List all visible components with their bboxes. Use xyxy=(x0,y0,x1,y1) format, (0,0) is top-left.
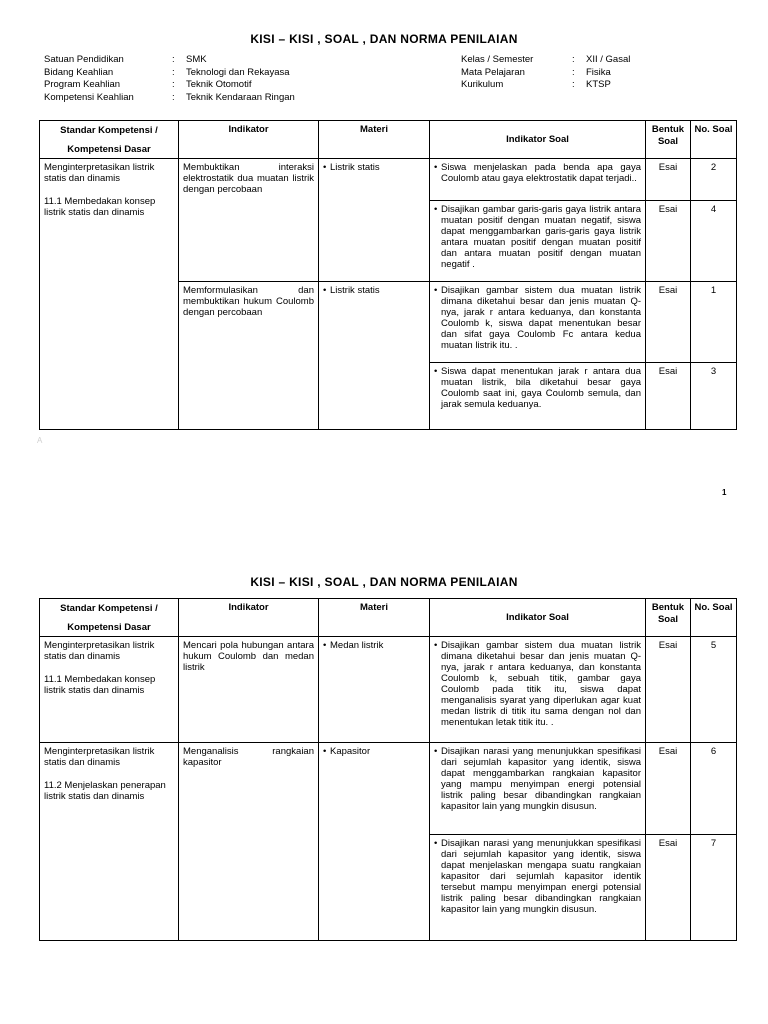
bullet-icon: • xyxy=(323,162,327,173)
info-colon: : xyxy=(572,79,575,91)
info-key: Mata Pelajaran xyxy=(461,66,525,78)
table-row xyxy=(40,159,737,201)
sk-text: Menginterpretasikan listrik statis dan dinamis xyxy=(44,640,155,662)
info-value: SMK xyxy=(186,54,207,65)
materi-text: Medan listrik xyxy=(330,640,384,651)
indikator-soal-text: Disajikan gambar sistem dua muatan listrik dimana diketahui besar dan jenis muatan Q-nya, jarak r antara keduanya, dan konstanta Coulomb k, sebuah titik, gambar gaya Coulomb pada titik itu, siswa dapat menganalisis syarat yang diperlukan agar kuat medan listrik di titik itu sama dengan nol dan menentukan letak titik itu. . xyxy=(441,640,641,728)
bullet-icon: • xyxy=(323,285,327,296)
info-value: XII / Gasal xyxy=(586,54,631,65)
info-value: Teknologi dan Rekayasa xyxy=(186,66,290,78)
header-materi: Materi xyxy=(319,121,430,159)
info-value: Fisika xyxy=(586,66,611,78)
cell-indikator-soal xyxy=(430,835,646,941)
cell-bentuk-soal: Esai xyxy=(646,201,691,282)
corner-mark: A xyxy=(37,436,43,445)
info-value: Teknik Kendaraan Ringan xyxy=(186,91,295,103)
cell-no-soal: 7 xyxy=(691,835,737,941)
page-title: KISI – KISI , SOAL , DAN NORMA PENILAIAN xyxy=(250,32,518,46)
header-indikator-soal: Indikator Soal xyxy=(430,121,646,159)
bullet-icon: • xyxy=(434,162,438,173)
cell-indikator-soal xyxy=(430,282,646,363)
indikator-soal-text: Disajikan gambar garis-garis gaya listrik antara muatan positif dengan muatan negatif, siswa dapat menggambarkan garis-garis gaya listrik antara muatan positif dengan muatan positif dan antara muatan positif dengan muatan negatif . xyxy=(441,204,641,270)
cell-standar-kompetensi xyxy=(40,637,179,743)
info-row-kurikulum xyxy=(461,79,630,92)
document-info-left xyxy=(44,54,295,104)
info-row-kelas-semester xyxy=(461,54,630,67)
bullet-icon: • xyxy=(434,838,438,849)
indikator-soal-text: Siswa menjelaskan pada benda apa gaya Coulomb atau gaya elektrostatik dapat terjadi.. xyxy=(441,162,641,184)
bullet-icon: • xyxy=(434,746,438,757)
header-standar-kompetensi: Standar Kompetensi / Kompetensi Dasar xyxy=(40,121,179,159)
info-row-bidang-keahlian xyxy=(44,67,295,80)
cell-indikator-soal xyxy=(430,743,646,835)
table-row xyxy=(40,743,737,835)
table-header-row xyxy=(40,599,737,637)
info-row-mata-pelajaran xyxy=(461,67,630,80)
info-colon: : xyxy=(572,66,575,78)
cell-standar-kompetensi xyxy=(40,159,179,430)
cell-materi xyxy=(319,743,430,941)
info-colon: : xyxy=(172,54,175,65)
cell-no-soal: 1 xyxy=(691,282,737,363)
cell-materi xyxy=(319,159,430,282)
cell-no-soal: 2 xyxy=(691,159,737,201)
info-colon: : xyxy=(172,79,175,91)
info-row-kompetensi-keahlian xyxy=(44,92,295,105)
materi-text: Listrik statis xyxy=(330,285,380,296)
page-title: KISI – KISI , SOAL , DAN NORMA PENILAIAN xyxy=(250,575,518,589)
bullet-icon: • xyxy=(434,285,438,296)
cell-indikator: Memformulasikan dan membuktikan hukum Coulomb dengan percobaan xyxy=(179,282,319,430)
indikator-soal-text: Disajikan narasi yang menunjukkan spesifikasi dari sejumlah kapasitor yang identik, siswa dapat menggambarkan rangkaian kapasitor yang mampu menyimpan energi potensial listrik paling besar dibandingkan rangkaian kapasitor lain yang mungkin disusun. xyxy=(441,746,641,812)
bullet-icon: • xyxy=(323,640,327,651)
header-indikator: Indikator xyxy=(179,599,319,637)
info-colon: : xyxy=(172,66,175,78)
info-key: Program Keahlian xyxy=(44,79,121,91)
info-row-satuan-pendidikan xyxy=(44,54,295,67)
cell-standar-kompetensi xyxy=(40,743,179,941)
cell-indikator-soal xyxy=(430,637,646,743)
cell-indikator: Membuktikan interaksi elektrostatik dua muatan listrik dengan percobaan xyxy=(179,159,319,282)
kd-text: 11.2 Menjelaskan penerapan listrik statis dan dinamis xyxy=(44,780,166,802)
info-key: Kompetensi Keahlian xyxy=(44,91,134,103)
cell-indikator: Mencari pola hubungan antara hukum Coulomb dan medan listrik xyxy=(179,637,319,743)
cell-bentuk-soal: Esai xyxy=(646,363,691,430)
cell-bentuk-soal: Esai xyxy=(646,159,691,201)
header-standar-kompetensi: Standar Kompetensi / Kompetensi Dasar xyxy=(40,599,179,637)
kisi-table-page-2 xyxy=(39,598,737,941)
indikator-soal-text: Disajikan gambar sistem dua muatan listrik dimana diketahui besar dan jenis muatan Q-nya, jarak r antara keduanya, dan konstanta Coulomb k, siswa dapat menentukan besar dan sifat gaya Coulomb Fc antara kedua muatan listrik itu. . xyxy=(441,285,641,351)
info-key: Satuan Pendidikan xyxy=(44,54,124,65)
cell-materi xyxy=(319,282,430,430)
info-key: Kurikulum xyxy=(461,79,504,91)
header-bentuk-soal: Bentuk Soal xyxy=(646,599,691,637)
bullet-icon: • xyxy=(434,204,438,215)
header-no-soal: No. Soal xyxy=(691,121,737,159)
indikator-soal-text: Disajikan narasi yang menunjukkan spesifikasi dari sejumlah kapasitor yang identik, siswa dapat menjelaskan mengapa suatu rangkaian kapasitor dari sejumlah kapasitor identik tersebut mampu menyimpan energi potensial listrik paling besar dibandingkan rangkaian kapasitor lain yang mungkin disusun. xyxy=(441,838,641,915)
cell-bentuk-soal: Esai xyxy=(646,282,691,363)
materi-text: Listrik statis xyxy=(330,162,380,173)
info-key: Kelas / Semester xyxy=(461,54,534,65)
table-row xyxy=(40,637,737,743)
cell-materi xyxy=(319,637,430,743)
cell-no-soal: 6 xyxy=(691,743,737,835)
indikator-soal-text: Siswa dapat menentukan jarak r antara dua muatan listrik, bila diketahui besar gaya Coulomb saat ini, gaya Coulomb semula, dan jarak semula keduanya. xyxy=(441,366,641,410)
cell-indikator-soal xyxy=(430,201,646,282)
kd-text: 11.1 Membedakan konsep listrik statis dan dinamis xyxy=(44,674,156,696)
cell-no-soal: 3 xyxy=(691,363,737,430)
bullet-icon: • xyxy=(434,366,438,377)
sk-text: Menginterpretasikan listrik statis dan dinamis xyxy=(44,162,155,184)
table-header-row xyxy=(40,121,737,159)
document-info-right xyxy=(461,54,630,92)
cell-bentuk-soal: Esai xyxy=(646,637,691,743)
header-no-soal: No. Soal xyxy=(691,599,737,637)
cell-indikator: Menganalisis rangkaian kapasitor xyxy=(179,743,319,941)
bullet-icon: • xyxy=(323,746,327,757)
cell-no-soal: 5 xyxy=(691,637,737,743)
cell-no-soal: 4 xyxy=(691,201,737,282)
materi-text: Kapasitor xyxy=(330,746,371,757)
info-colon: : xyxy=(572,54,575,65)
cell-bentuk-soal: Esai xyxy=(646,835,691,941)
cell-indikator-soal xyxy=(430,363,646,430)
info-value: KTSP xyxy=(586,79,611,91)
page-number: 1 xyxy=(722,488,727,497)
header-bentuk-soal: Bentuk Soal xyxy=(646,121,691,159)
header-materi: Materi xyxy=(319,599,430,637)
cell-bentuk-soal: Esai xyxy=(646,743,691,835)
info-row-program-keahlian xyxy=(44,79,295,92)
kisi-table-page-1 xyxy=(39,120,737,430)
header-indikator: Indikator xyxy=(179,121,319,159)
header-indikator-soal: Indikator Soal xyxy=(430,599,646,637)
info-key: Bidang Keahlian xyxy=(44,66,114,78)
sk-text: Menginterpretasikan listrik statis dan dinamis xyxy=(44,746,155,768)
info-colon: : xyxy=(172,91,175,103)
kd-text: 11.1 Membedakan konsep listrik statis dan dinamis xyxy=(44,196,156,218)
info-value: Teknik Otomotif xyxy=(186,79,252,91)
bullet-icon: • xyxy=(434,640,438,651)
cell-indikator-soal xyxy=(430,159,646,201)
